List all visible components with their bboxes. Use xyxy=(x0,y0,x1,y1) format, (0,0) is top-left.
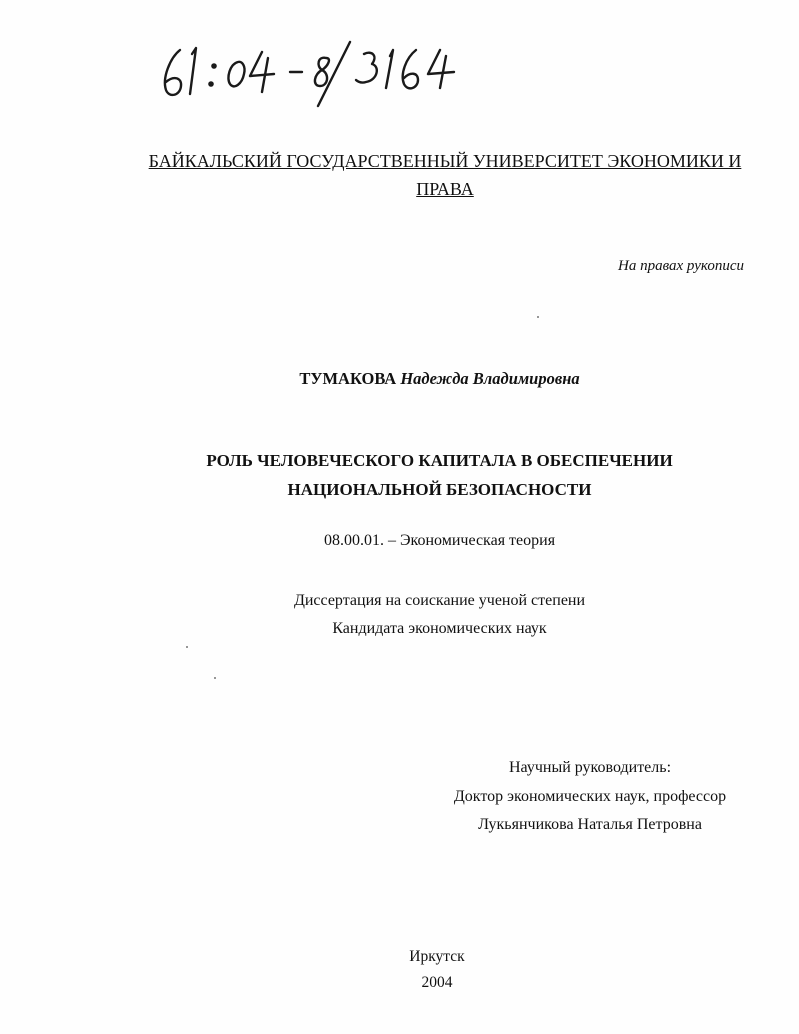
footer-year: 2004 xyxy=(421,974,453,991)
university-name-line1: БАЙКАЛЬСКИЙ ГОСУДАРСТВЕННЫЙ УНИВЕРСИТЕТ ЭКОНОМИКИ И xyxy=(148,151,742,171)
author-name xyxy=(0,369,799,389)
rights-note: На правах рукописи xyxy=(618,258,744,274)
scan-speck xyxy=(214,677,216,679)
author-family-name: ТУМАКОВА xyxy=(299,369,397,388)
footer-city: Иркутск xyxy=(409,948,465,965)
scan-speck xyxy=(537,316,539,318)
university-name xyxy=(140,147,750,203)
author-given-name: Надежда Владимировна xyxy=(400,369,580,388)
scan-speck xyxy=(186,646,188,648)
degree-statement xyxy=(0,587,799,643)
dissertation-title xyxy=(0,446,799,504)
supervisor-degree: Доктор экономических наук, профессор xyxy=(453,787,727,805)
supervisor-heading: Научный руководитель: xyxy=(508,759,672,776)
university-name-line2: ПРАВА xyxy=(416,179,474,199)
title-line1: РОЛЬ ЧЕЛОВЕЧЕСКОГО КАПИТАЛА В ОБЕСПЕЧЕНИИ xyxy=(206,451,673,470)
supervisor-name: Лукьянчикова Наталья Петровна xyxy=(478,816,702,833)
footer-city-year xyxy=(0,944,799,996)
degree-line1: Диссертация на соискание ученой степени xyxy=(293,592,586,609)
handwritten-archive-code xyxy=(150,28,470,108)
title-line2: НАЦИОНАЛЬНОЙ БЕЗОПАСНОСТИ xyxy=(287,480,592,499)
specialty-code: 08.00.01. – Экономическая теория xyxy=(323,532,556,549)
degree-line2: Кандидата экономических наук xyxy=(332,620,547,637)
supervisor-block xyxy=(415,754,765,840)
